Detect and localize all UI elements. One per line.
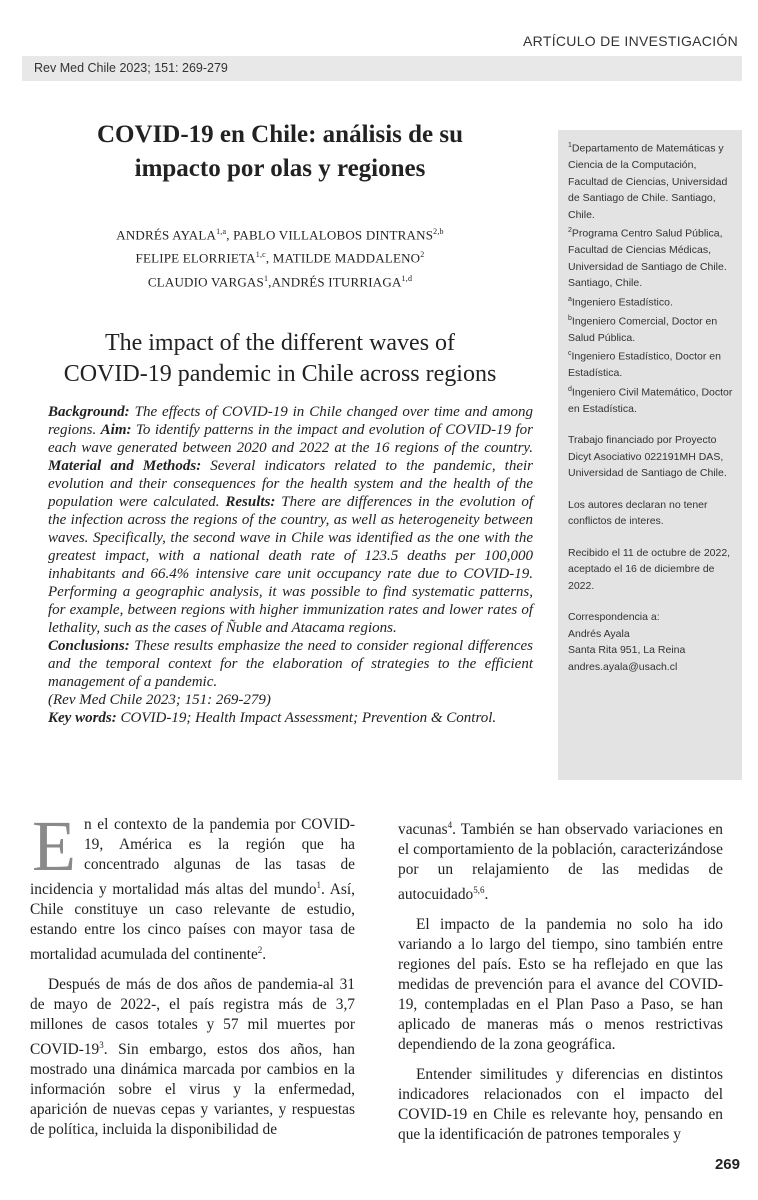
section-label: ARTÍCULO DE INVESTIGACIÓN: [523, 33, 738, 49]
affiliation-mark: 2: [568, 227, 572, 234]
abstract-background: The effects of COVID-19 in Chile changed over time and among regions.: [48, 404, 533, 438]
author-affiliation-mark: 1: [263, 273, 269, 283]
body-paragraph: [30, 975, 355, 1140]
author-affiliation-mark: 1,d: [401, 273, 413, 283]
note-text: Ingeniero Civil Matemático, Doctor en Estadística.: [568, 386, 733, 415]
correspondence-email[interactable]: andres.ayala@usach.cl: [568, 660, 678, 673]
abstract-methods: Several indicators related to the pandemic, their evolution and their consequences for the health system and the health of the population were calculated.: [48, 458, 533, 510]
title-line: impacto por olas y regiones: [134, 155, 426, 182]
body-paragraph: Entender similitudes y diferencias en distintos indicadores relacionados con el impacto del COVID-19 en Chile es relevante hoy, pensando en que la identificación de patrones temporales y: [398, 1066, 723, 1144]
abstract-label-results: Results:: [225, 494, 276, 510]
english-title-line: COVID-19 pandemic in Chile across regions: [63, 361, 497, 387]
author-line: [40, 269, 520, 292]
article-title: [30, 118, 530, 186]
author-name: ,ANDRÉS ITURRIAGA: [268, 273, 402, 289]
correspondence-address: Santa Rita 951, La Reina: [568, 644, 686, 656]
affiliation-1: [568, 138, 738, 223]
body-paragraph: El impacto de la pandemia no solo ha ido variando a lo largo del tiempo, sino también entre regiones del país. Esto se ha reflejado en que las medidas de prevención para el avance del COVID-19, contempladas en el Plan Paso a Paso, se han aplicado de maneras más o menos restrictivas dependiendo de la zona geográfica.: [398, 916, 723, 1054]
correspondence-label: Correspondencia a:: [568, 611, 660, 623]
citation-ref: 5,6: [473, 885, 485, 896]
correspondence-name: Andrés Ayala: [568, 627, 630, 640]
body-text: Después de más de dos años de pandemia-al 31 de mayo de 2022-, el país registra más de 3,7 millones de casos totales y 57 mil muertes por COVID-19: [30, 976, 355, 1059]
note-mark: a: [568, 295, 572, 303]
body-paragraph: [398, 815, 723, 905]
author-name: FELIPE ELORRIETA: [135, 250, 256, 266]
title-line: COVID-19 en Chile: análisis de su: [96, 121, 463, 148]
body-text: n el contexto de la pandemia por COVID-19, América es la región que ha concentrado algunas de las tasas de incidencia y mortalidad más altas del mundo: [30, 816, 355, 899]
abstract-results: There are differences in the evolution of the infection across the regions of the country, as well as heterogeneity between waves. Specifically, the second wave in Chile was identified as the one with the greatest impact, with a national death rate of 123.5 deaths per 100,000 inhabitants and 66.4% intensive care unit occupancy rate due to COVID-19. Performing a geographic analysis, it was possible to find systematic patterns, for example, between regions with higher immunization rates and lower rates of lethality, such as the cases of Ñuble and Atacama regions.: [48, 494, 533, 636]
page-number: 269: [714, 1156, 740, 1173]
citation-ref: 2: [257, 945, 263, 956]
citation-ref: 1: [316, 880, 322, 890]
body-column-right: [398, 815, 723, 1145]
author-affiliation-mark: 2,b: [433, 227, 444, 236]
author-note-a: [568, 292, 738, 311]
abstract-keywords: COVID-19; Health Impact Assessment; Prevention & Control.: [116, 710, 497, 726]
author-name: CLAUDIO VARGAS: [147, 273, 264, 289]
note-text: Ingeniero Estadístico, Doctor en Estadística.: [568, 350, 721, 379]
body-paragraph: [30, 806, 356, 965]
abstract-label-aim: Aim:: [100, 422, 132, 438]
author-note-d: [568, 382, 738, 418]
citation-ref: 4: [447, 820, 453, 830]
affiliation-mark: 1: [568, 142, 572, 149]
citation-ref: 3: [99, 1040, 104, 1051]
body-text: vacunas: [398, 821, 448, 839]
body-text: . Así, Chile constituye un caso relevante de estudio, estando entre los cinco países con mayor tasa de mortalidad acumulada del continente: [30, 881, 356, 964]
body-column-left: [30, 806, 356, 1140]
received-note: Recibido el 11 de octubre de 2022, aceptado el 16 de diciembre de 2022.: [568, 546, 731, 592]
abstract-conclusions: These results emphasize the need to consider regional differences and the temporal context for the elaboration of strategies to the efficient management of a pandemic.: [48, 638, 533, 690]
english-title: [20, 328, 540, 390]
note-mark: b: [568, 314, 572, 322]
body-text: . Sin embargo, estos dos años, han mostrado una dinámica marcada por cambios en la información sobre el virus y la enfermedad, aparición de nuevas cepas y variantes, y respuestas de política, incluida la disponibilidad de: [30, 1041, 355, 1139]
note-text: Ingeniero Comercial, Doctor en Salud Pública.: [568, 315, 718, 344]
author-line: [40, 222, 520, 245]
abstract: [48, 403, 533, 727]
funding-note: Trabajo financiado por Proyecto Dicyt Asociativo 022191MH DAS, Universidad de Santiago de Chile.: [568, 434, 727, 479]
abstract-keywords-paragraph: [48, 709, 533, 727]
author-note-c: [568, 346, 738, 382]
conflicts-note: Los autores declaran no tener conflictos de interes.: [568, 498, 708, 527]
abstract-label-keywords: Key words:: [48, 710, 117, 726]
note-text: Ingeniero Estadístico.: [571, 296, 673, 308]
affiliation-text: Programa Centro Salud Pública, Facultad de Ciencias Médicas, Universidad de Santiago de Chile. Santiago, Chile.: [568, 227, 727, 289]
note-mark: d: [568, 385, 572, 393]
abstract-label-background: Background:: [48, 404, 130, 420]
abstract-label-conclusions: Conclusions:: [48, 638, 130, 654]
abstract-body: [48, 403, 533, 637]
author-affiliation-mark: 2: [420, 250, 425, 260]
author-affiliation-mark: 1,a: [216, 227, 227, 236]
english-title-line: The impact of the different waves of: [104, 330, 456, 356]
abstract-label-methods: Material and Methods:: [48, 458, 202, 474]
affiliation-text: Departamento de Matemáticas y Ciencia de la Computación, Facultad de Ciencias, Universidad de Santiago de Chile. Santiago, Chile.: [568, 142, 728, 221]
affiliation-2: [568, 223, 738, 292]
body-text: .: [262, 946, 267, 964]
affiliations-sidebar: [558, 130, 742, 780]
journal-reference: Rev Med Chile 2023; 151: 269-279: [34, 61, 228, 75]
abstract-conclusions-paragraph: [48, 637, 533, 691]
author-name: , PABLO VILLALOBOS DINTRANS: [226, 227, 434, 243]
author-line: [40, 245, 520, 268]
body-text: . También se han observado variaciones en el comportamiento de la población, caracterizándose por un relajamiento de las medidas de autocuidado: [398, 821, 723, 904]
body-text: .: [484, 886, 489, 904]
author-note-b: [568, 311, 738, 347]
abstract-citation: (Rev Med Chile 2023; 151: 269-279): [48, 692, 271, 708]
drop-cap: E: [32, 806, 76, 886]
note-mark: c: [568, 350, 572, 357]
author-name: , MATILDE MADDALENO: [265, 250, 421, 266]
author-list: [40, 222, 520, 292]
author-name: ANDRÉS AYALA: [116, 227, 217, 243]
author-affiliation-mark: 1,c: [255, 250, 266, 260]
abstract-aim: To identify patterns in the impact and evolution of COVID-19 for each wave generated between 2020 and 2022 at the 16 regions of the country.: [48, 422, 534, 456]
